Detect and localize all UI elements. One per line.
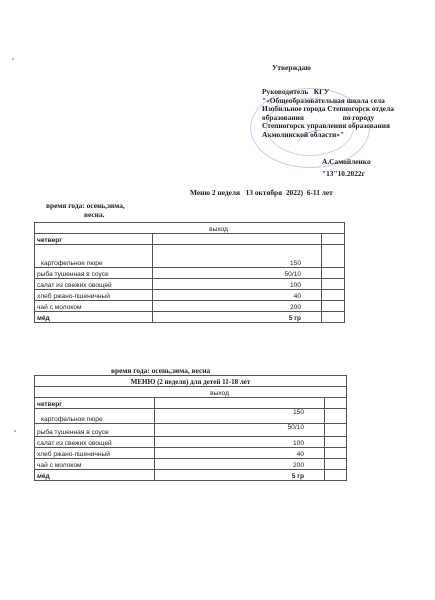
day-label: четверг	[35, 398, 155, 409]
season-label-1-cont: весна.	[84, 210, 105, 219]
dish-output: 100	[153, 279, 322, 290]
menu-title-1: Меню 2 неделя 13 октября 2022) 6-11 лет	[190, 188, 333, 197]
season-label-1: время года: осень,зима,	[46, 201, 125, 210]
dish-output: 5 гр	[153, 312, 322, 323]
approval-line: Руководитель КГУ	[262, 87, 330, 96]
dish-output: 200	[155, 459, 325, 470]
approval-line: Акмолинской области»"	[262, 129, 345, 139]
approval-line: Степногорск управления образования	[262, 121, 391, 131]
dish-output: 100	[155, 437, 325, 448]
signatory-name: А.Самойленко	[322, 157, 371, 166]
dish-name: рыба тушенная в соусе	[35, 268, 153, 279]
table-row	[35, 470, 347, 481]
dish-name: картофельное пюре	[35, 245, 153, 268]
output-header: выход	[35, 223, 345, 234]
dish-output: 150	[155, 409, 325, 424]
approval-line: "«Общеобразовательная школа села	[262, 95, 385, 105]
dish-output: 50/10	[155, 424, 325, 437]
output-header: выход	[35, 387, 347, 398]
table-row	[35, 424, 347, 437]
dish-name: чай с молоком	[35, 459, 155, 470]
table-row	[35, 290, 345, 301]
approval-line: Изобильное города Степногорск отдела	[262, 104, 394, 114]
dish-name: мёд	[35, 470, 155, 481]
day-label: четверг	[35, 234, 153, 245]
dish-name: хлеб ржано-пшеничный	[35, 448, 155, 459]
dish-name: рыба тушенная в соусе	[35, 424, 155, 437]
dish-output: 150	[153, 245, 322, 268]
season-label-2: время года: осень,зима, весна	[111, 366, 211, 375]
scan-speck	[14, 430, 16, 432]
dish-name: салат из свежих овощей	[35, 437, 155, 448]
table-row	[35, 245, 345, 268]
table-row	[35, 437, 347, 448]
dish-name: хлеб ржано-пшеничный	[35, 290, 153, 301]
dish-output: 40	[153, 290, 322, 301]
dish-output: 5 гр	[155, 470, 325, 481]
approval-line: образования по городу	[262, 112, 375, 122]
menu-title-2: МЕНЮ (2 неделя) для детей 11-18 лет	[35, 376, 347, 387]
dish-name: картофельное пюре	[35, 409, 155, 424]
menu-table-1	[34, 222, 345, 323]
table-row	[35, 279, 345, 290]
scan-speck	[12, 58, 14, 60]
approval-heading: Утверждаю	[272, 63, 311, 72]
dish-output: 40	[155, 448, 325, 459]
menu-table-2	[34, 375, 347, 481]
table-row	[35, 312, 345, 323]
approval-date: "13"10.2022г	[322, 169, 365, 178]
dish-output: 200	[153, 301, 322, 312]
dish-output: 50/10	[153, 268, 322, 279]
table-row	[35, 409, 347, 424]
table-row	[35, 301, 345, 312]
dish-name: салат из свежих овощей	[35, 279, 153, 290]
table-row	[35, 459, 347, 470]
dish-name: чай с молоком	[35, 301, 153, 312]
table-row	[35, 268, 345, 279]
dish-name: мёд	[35, 312, 153, 323]
table-row	[35, 448, 347, 459]
